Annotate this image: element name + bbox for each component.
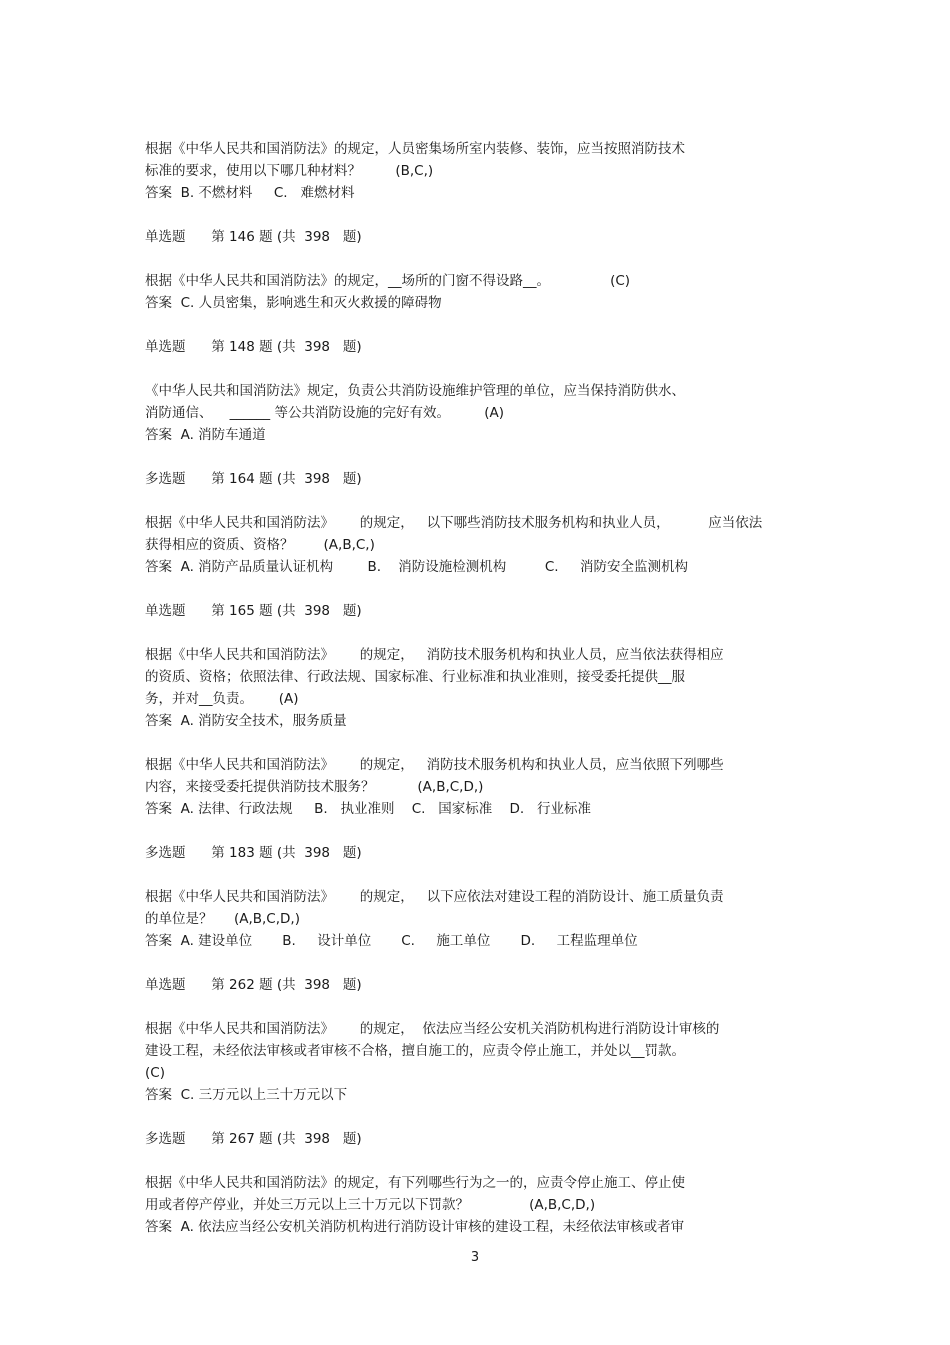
blank-line: [145, 732, 825, 754]
text-line: (C): [145, 1065, 165, 1081]
blank-line: [145, 1106, 825, 1128]
text-line: 根据《中华人民共和国消防法》 的规定， 消防技术服务机构和执业人员，应当依法获得相应: [145, 647, 724, 663]
text-line: 用或者停产停业，并处三万元以上三十万元以下罚款？ (A,B,C,D,): [145, 1197, 596, 1213]
page-content: [145, 138, 825, 1238]
text-line: 根据《中华人民共和国消防法》的规定，人员密集场所室内装修、装饰，应当按照消防技术: [145, 141, 685, 157]
text-line: 根据《中华人民共和国消防法》 的规定， 以下哪些消防技术服务机构和执业人员， 应当依法: [145, 515, 763, 531]
text-line: 《中华人民共和国消防法》规定，负责公共消防设施维护管理的单位，应当保持消防供水、: [145, 383, 685, 399]
blank-line: [145, 1150, 825, 1172]
text-line: 答案 A. 消防车通道: [145, 427, 266, 443]
text-line: 根据《中华人民共和国消防法》的规定，有下列哪些行为之一的，应责令停止施工、停止使: [145, 1175, 685, 1191]
blank-line: [145, 248, 825, 270]
text-line: 的资质、资格；依照法律、行政法规、国家标准、行业标准和执业准则，接受委托提供__服: [145, 669, 685, 685]
blank-line: [145, 622, 825, 644]
text-line: 消防通信、 ______ 等公共消防设施的完好有效。 (A): [145, 405, 505, 421]
text-line: 多选题 第 267 题 (共 398 题): [145, 1131, 362, 1147]
blank-line: [145, 996, 825, 1018]
blank-line: [145, 578, 825, 600]
text-line: 答案 A. 法律、行政法规 B. 执业准则 C. 国家标准 D. 行业标准: [145, 801, 592, 817]
text-line: 答案 A. 消防产品质量认证机构 B. 消防设施检测机构 C. 消防安全监测机构: [145, 559, 689, 575]
blank-line: [145, 314, 825, 336]
text-line: 获得相应的资质、资格？ (A,B,C,): [145, 537, 375, 553]
blank-line: [145, 490, 825, 512]
text-line: 标准的要求，使用以下哪几种材料？ (B,C,): [145, 163, 434, 179]
blank-line: [145, 204, 825, 226]
blank-line: [145, 820, 825, 842]
blank-line: [145, 358, 825, 380]
text-line: 单选题 第 146 题 (共 398 题): [145, 229, 362, 245]
text-line: 单选题 第 148 题 (共 398 题): [145, 339, 362, 355]
text-line: 多选题 第 183 题 (共 398 题): [145, 845, 362, 861]
text-line: 答案 B. 不燃材料 C. 难燃材料: [145, 185, 355, 201]
text-line: 答案 A. 建设单位 B. 设计单位 C. 施工单位 D. 工程监理单位: [145, 933, 638, 949]
text-line: 建设工程，未经依法审核或者审核不合格，擅自施工的，应责令停止施工，并处以__罚款。: [145, 1043, 685, 1059]
blank-line: [145, 864, 825, 886]
text-line: 根据《中华人民共和国消防法》 的规定， 以下应依法对建设工程的消防设计、施工质量负责: [145, 889, 724, 905]
text-line: 根据《中华人民共和国消防法》 的规定， 消防技术服务机构和执业人员，应当依照下列哪些: [145, 757, 724, 773]
text-line: 答案 A. 消防安全技术，服务质量: [145, 713, 347, 729]
text-line: 根据《中华人民共和国消防法》 的规定， 依法应当经公安机关消防机构进行消防设计审核的: [145, 1021, 720, 1037]
text-line: 务，并对__负责。 (A): [145, 691, 299, 707]
text-line: 单选题 第 165 题 (共 398 题): [145, 603, 362, 619]
text-line: 的单位是？ (A,B,C,D,): [145, 911, 300, 927]
text-line: 答案 C. 三万元以上三十万元以下: [145, 1087, 348, 1103]
text-line: 根据《中华人民共和国消防法》的规定，__场所的门窗不得设路__。 (C): [145, 273, 631, 289]
text-line: 多选题 第 164 题 (共 398 题): [145, 471, 362, 487]
text-line: 内容，来接受委托提供消防技术服务？ (A,B,C,D,): [145, 779, 484, 795]
page-number: 3: [470, 1250, 480, 1265]
blank-line: [145, 446, 825, 468]
text-line: 单选题 第 262 题 (共 398 题): [145, 977, 362, 993]
blank-line: [145, 952, 825, 974]
text-line: 答案 C. 人员密集，影响逃生和灭火救援的障碍物: [145, 295, 442, 311]
text-line: 答案 A. 依法应当经公安机关消防机构进行消防设计审核的建设工程，未经依法审核或者审: [145, 1219, 685, 1235]
